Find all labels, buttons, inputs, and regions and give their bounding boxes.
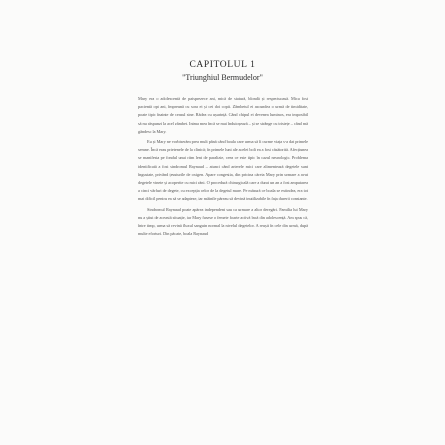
paragraph-2: Eu și Mary ne vorbiserăm prea mult până când boala care urma să îi curme viața s-a dat primele semne. Încă erau prietenele de la clinică; în primele luni ale acelei boli ea a fost căsătorită. Afecțiunea se manifesta pe fondul unui ritm lent de paralizie, ceea ce este tipic în cazul neurologic. Problema identificată a fost sindromul Raynaud – atunci când arterele mici care alimentează degetele sunt îngustate, privând țesuturile de oxigen. Apare congestia, din pricina căreia Mary prin urmare a avut degetele vinete și acoperite cu mici răni. O procedură chirurgicală care a durat un an a fost amputarea a cinci vârfuri de degete, cu excepția celor de la degetul mare. Pe măsură ce boala se extindea, era tot mai dificil pentru ea să se adapteze, iar mâinile păreau să devină inutilizabile în fața durerii constante. (138, 139, 308, 202)
paragraph-3: Sindromul Raynaud poate apărea independent sau ca urmare a altor deregări. Familia lui Mary nu a știut de această situație, iar Mary fusese o femeie foarte activă încă din adolescență. Am spus că, între timp, urma să revină fluxul sanguin normal la nivelul degetelor. A reușit în cele din urmă, după multe eforturi. Din păcate, boala Raynaud (138, 206, 308, 237)
chapter-number: CAPITOLUL 1 (189, 60, 256, 70)
paragraph-1: Mary era o adolescentă de paisprezece ani, mică de statură, blondă și respectuoasă. Mica fost pacientă opt ani, împreună cu sora ei și cei doi copii. Zâmbetul ei ascundea o urmă de timiditate, poate tipic înainte de ceasul sine. Rădea cu ușurință. Când chipul ei devenea luminos, era imposibil să nu răspunzi la acel zâmbet. Inima mea încă se mai înduioșează – și se strânge cu tristețe – când mă gândesc la Mary. (138, 96, 308, 134)
chapter-title: "Triunghiul Bermudelor" (182, 73, 263, 82)
chapter-body (138, 95, 308, 240)
